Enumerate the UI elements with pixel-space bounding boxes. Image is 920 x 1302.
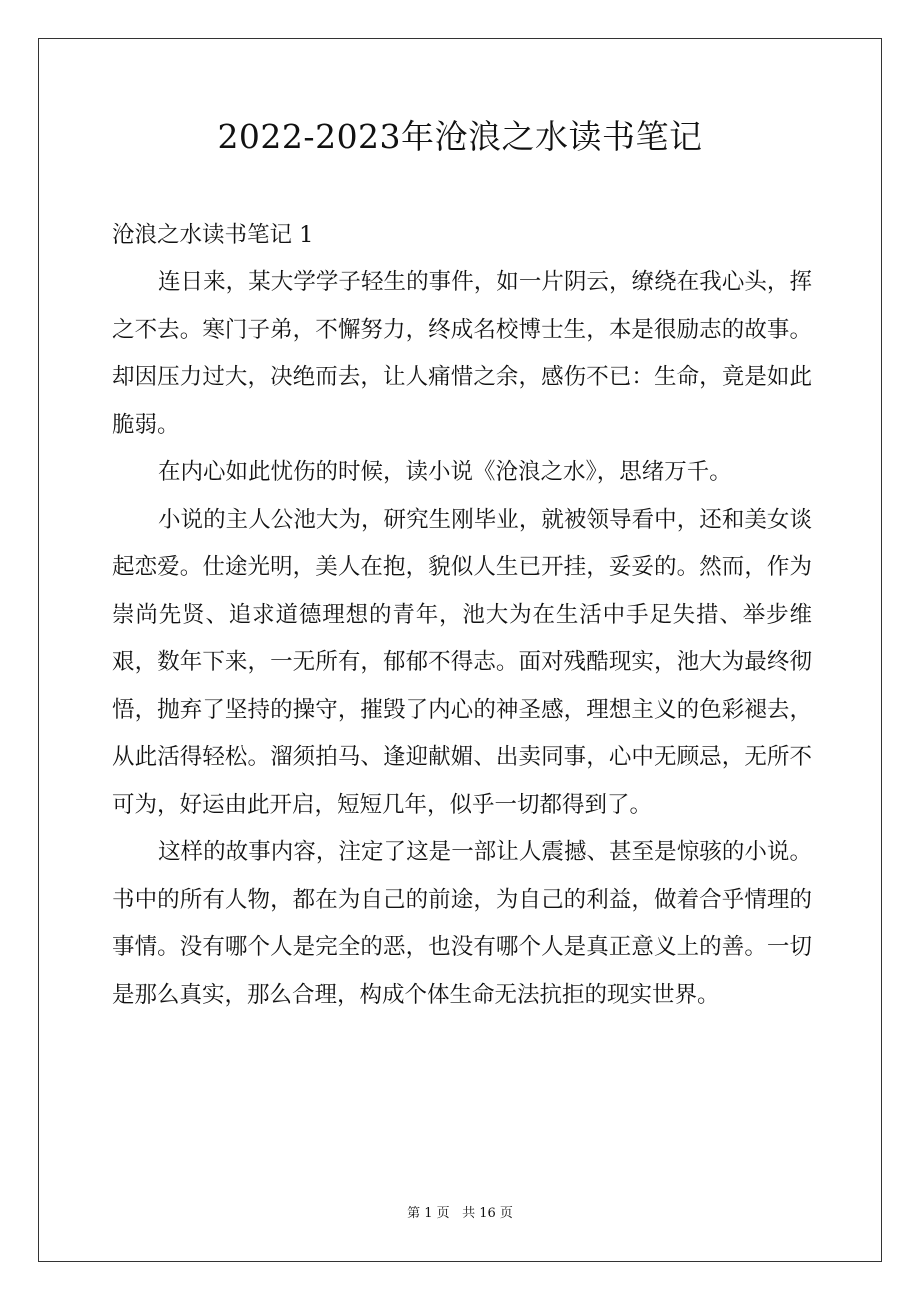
paragraph: 在内心如此忧伤的时候，读小说《沧浪之水》，思绪万千。 <box>158 459 732 485</box>
document-body <box>112 212 812 1019</box>
document-title: 2022-2023年沧浪之水读书笔记 <box>217 117 703 156</box>
page-footer <box>0 1204 920 1224</box>
paragraph: 这样的故事内容，注定了这是一部让人震撼、甚至是惊骇的小说。书中的所有人物，都在为自己的前途，为自己的利益，做着合乎情理的事情。没有哪个人是完全的恶，也没有哪个人是真正意义上的善。一切是那么真实，那么合理，构成个体生命无法抗拒的现实世界。 <box>112 839 812 1008</box>
page-total: 共 16 页 <box>462 1206 513 1221</box>
paragraph: 连日来，某大学学子轻生的事件，如一片阴云，缭绕在我心头，挥之不去。寒门子弟，不懈努力，终成名校博士生，本是很励志的故事。却因压力过大，决绝而去，让人痛惜之余，感伤不已：生命，竟是如此脆弱。 <box>112 269 812 438</box>
page-number: 第 1 页 <box>407 1206 450 1221</box>
section-subtitle: 沧浪之水读书笔记 1 <box>112 222 314 248</box>
paragraph: 小说的主人公池大为，研究生刚毕业，就被领导看中，还和美女谈起恋爱。仕途光明，美人在抱，貌似人生已开挂，妥妥的。然而，作为崇尚先贤、追求道德理想的青年，池大为在生活中手足失措、举步维艰，数年下来，一无所有，郁郁不得志。面对残酷现实，池大为最终彻悟，抛弃了坚持的操守，摧毁了内心的神圣感，理想主义的色彩褪去，从此活得轻松。溜须拍马、逢迎献媚、出卖同事，心中无顾忌，无所不可为，好运由此开启，短短几年，似乎一切都得到了。 <box>112 506 812 818</box>
